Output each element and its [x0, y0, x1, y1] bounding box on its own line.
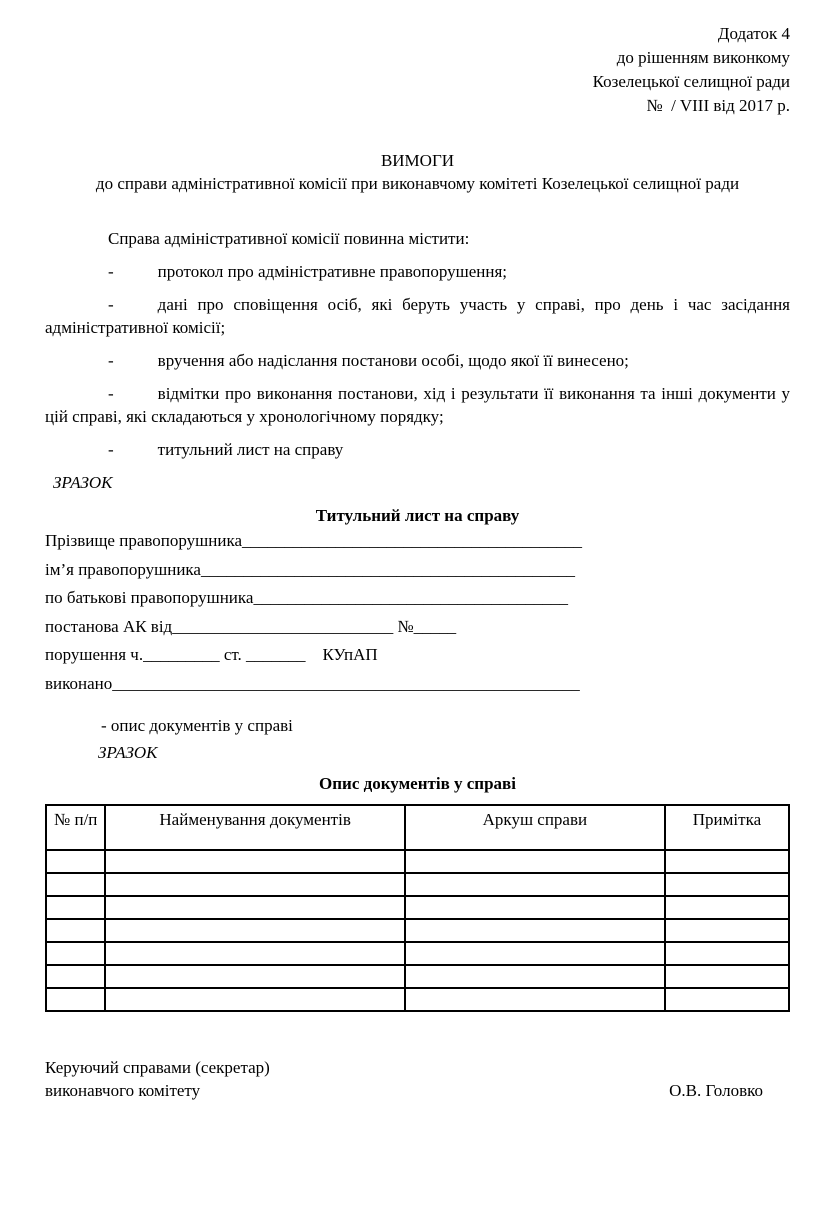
signature-position: [45, 1056, 270, 1102]
signature-name: О.В. Головко: [669, 1081, 763, 1100]
list-item: [45, 438, 790, 461]
table-cell: [665, 873, 789, 896]
table-cell: [405, 873, 665, 896]
list-item: [45, 260, 790, 283]
table-cell: [405, 896, 665, 919]
title-sheet-form: [45, 527, 790, 698]
table-cell: [105, 873, 404, 896]
list-item-text: титульний лист на справу: [157, 440, 344, 459]
sample-label: ЗРАЗОК: [98, 743, 158, 762]
list-item-marker: -: [108, 351, 114, 370]
table-body: [46, 850, 789, 1011]
form-line-firstname: ім’я правопорушника____________________________________________: [45, 559, 575, 579]
table-cell: [105, 850, 404, 873]
header-council-line: Козелецької селищної ради: [592, 72, 790, 91]
header-number-date-line: № / VIII від 2017 р.: [646, 96, 790, 115]
list-item-marker: -: [108, 384, 114, 403]
form-title: Титульний лист на справу: [315, 506, 520, 525]
table-cell: [665, 942, 789, 965]
list-item-text: вручення або надіслання постанови особі, щодо якої її винесено;: [157, 351, 629, 370]
table-row: [46, 965, 789, 988]
table-row: [46, 919, 789, 942]
form-line-violation: порушення ч._________ ст. _______ КУпАП: [45, 645, 378, 664]
table-header-row: [46, 805, 789, 850]
table-cell: [665, 965, 789, 988]
column-header-number: № п/п: [46, 805, 105, 850]
table-cell: [405, 850, 665, 873]
form-line-surname: Прізвище правопорушника________________________________________: [45, 531, 582, 550]
form-line-patronymic: по батькові правопорушника_____________________________________: [45, 588, 568, 607]
form-line-executed: виконано_______________________________________________________: [45, 673, 580, 693]
list-item-marker: -: [108, 262, 114, 281]
table-cell: [46, 965, 105, 988]
table-row: [46, 988, 789, 1011]
table-cell: [405, 919, 665, 942]
table-cell: [46, 988, 105, 1011]
form-line-resolution: постанова АК від__________________________ №_____: [45, 616, 457, 636]
table-cell: [405, 988, 665, 1011]
table-row: [46, 850, 789, 873]
column-header-note: Примітка: [665, 805, 789, 850]
table-cell: [46, 896, 105, 919]
table-cell: [405, 965, 665, 988]
signature-position-line1: Керуючий справами (секретар): [45, 1058, 270, 1077]
table-row: [46, 942, 789, 965]
documents-table: [45, 804, 790, 1012]
table-cell: [46, 850, 105, 873]
sample-label: ЗРАЗОК: [53, 473, 113, 492]
table-cell: [665, 850, 789, 873]
table-cell: [105, 896, 404, 919]
table-cell: [105, 942, 404, 965]
document-title: ВИМОГИ: [380, 151, 455, 170]
table-row: [46, 873, 789, 896]
header-decision-line: до рішенням виконкому: [616, 48, 790, 67]
list-item-marker: -: [108, 440, 114, 459]
table-title: Опис документів у справі: [319, 774, 516, 793]
table-row: [46, 896, 789, 919]
table-cell: [405, 942, 665, 965]
table-cell: [46, 873, 105, 896]
column-header-document-name: Найменування документів: [105, 805, 404, 850]
signature-position-line2: виконавчого комітету: [45, 1081, 201, 1100]
table-cell: [105, 965, 404, 988]
document-header-block: [45, 22, 790, 118]
list-item-text: дані про сповіщення осіб, які беруть участь у справі, про день і час засідання адміністративної комісії;: [45, 295, 790, 337]
document-title-block: [45, 149, 790, 195]
table-cell: [46, 942, 105, 965]
table-cell: [665, 896, 789, 919]
table-cell: [46, 919, 105, 942]
table-cell: [105, 988, 404, 1011]
signature-block: [45, 1056, 790, 1102]
table-cell: [105, 919, 404, 942]
list-item-marker: -: [108, 295, 114, 314]
table-cell: [665, 919, 789, 942]
document-subtitle: до справи адміністративної комісії при виконавчому комітеті Козелецької селищної ради: [95, 174, 740, 193]
header-appendix-line: Додаток 4: [717, 24, 790, 43]
list-item: [45, 349, 790, 372]
list-item-text: відмітки про виконання постанови, хід і результати її виконання та інші документи у цій справі, які складаються у хронологічному порядку;: [45, 384, 790, 426]
list-item: [45, 293, 790, 339]
list-item-text: протокол про адміністративне правопорушення;: [157, 262, 508, 281]
table-cell: [665, 988, 789, 1011]
intro-paragraph: Справа адміністративної комісії повинна містити:: [108, 229, 470, 248]
documents-list-note: - опис документів у справі: [101, 716, 293, 735]
list-item: [45, 382, 790, 428]
column-header-case-sheet: Аркуш справи: [405, 805, 665, 850]
